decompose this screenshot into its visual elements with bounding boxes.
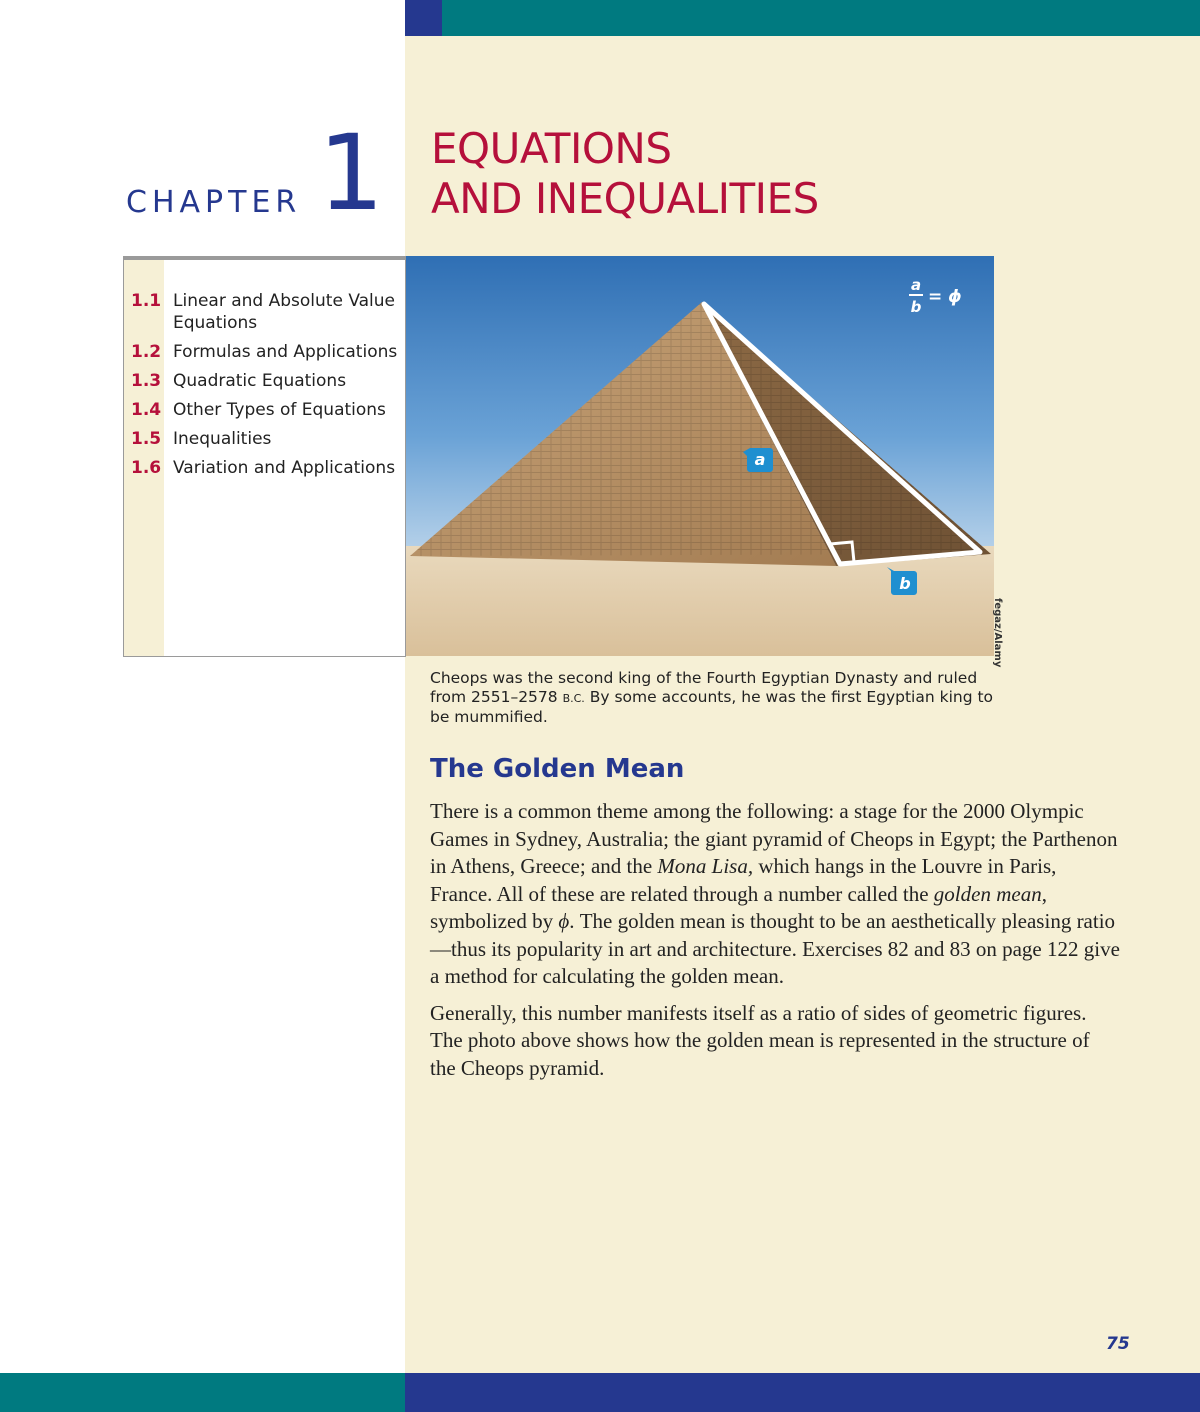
pyramid-photo [406, 256, 994, 656]
caption-part1: Cheops was the second king of the Fourth Egyptian Dynasty and ruled from 2551–2578 [430, 669, 978, 706]
toc-item-1-1[interactable] [131, 290, 403, 334]
photo-caption [430, 669, 1000, 727]
toc-list [131, 290, 403, 486]
top-bar-teal [442, 0, 1200, 36]
toc-item-1-5[interactable] [131, 428, 403, 450]
bottom-bar-blue [405, 1373, 1200, 1412]
caption-bc: B.C. [562, 692, 585, 705]
toc-number: 1.5 [131, 429, 162, 449]
paragraph-2: Generally, this number manifests itself as a ratio of sides of geometric figures. The photo above shows how the golden mean is represented in the structure of the Cheops pyramid. [430, 1000, 1090, 1080]
page-number: 75 [1106, 1334, 1130, 1354]
toc-number: 1.6 [131, 458, 162, 478]
label-a-marker [743, 448, 773, 472]
label-b-marker [887, 567, 917, 595]
chapter-label: CHAPTER [126, 185, 302, 220]
toc-title: Other Types of Equations [173, 400, 386, 420]
toc-item-1-4[interactable] [131, 399, 403, 421]
chapter-title [431, 124, 819, 224]
body-text [430, 798, 1120, 1091]
toc-number: 1.3 [131, 371, 162, 391]
toc-title: Formulas and Applications [173, 342, 398, 362]
formula-numerator: a [910, 276, 922, 294]
p1-golden-mean: golden mean [933, 881, 1042, 906]
toc-title: Variation and Applications [173, 458, 396, 478]
bottom-bar-teal [0, 1373, 405, 1412]
formula-rhs: = ϕ [928, 287, 962, 307]
p1-phi-symbol: ϕ [558, 909, 570, 933]
label-a: a [754, 450, 766, 469]
p1-text-c: , symbolized by [430, 881, 1047, 933]
paragraph-1 [430, 798, 1120, 991]
p1-mona-lisa: Mona Lisa, [657, 854, 754, 878]
toc-title: Inequalities [173, 429, 272, 449]
photo-credit: fegaz/Alamy [992, 598, 1003, 668]
toc-title: Linear and Absolute Value Equations [173, 291, 396, 333]
caption-part2: By some accounts, he was the first Egyptian king to be mummified. [430, 688, 994, 726]
table-of-contents [123, 256, 406, 657]
chapter-number: 1 [318, 112, 385, 234]
formula-denominator: b [910, 298, 922, 316]
top-bar-blue [405, 0, 442, 36]
toc-number: 1.1 [131, 291, 162, 311]
toc-item-1-3[interactable] [131, 370, 403, 392]
section-heading: The Golden Mean [430, 754, 685, 784]
p1-text-d: . The golden mean is thought to be an aesthetically pleasing ratio—thus its popularity in art and architecture. Exercises 82 and 83 on page 122 give a method for calculating the golden mean. [430, 909, 1120, 988]
toc-number: 1.4 [131, 400, 162, 420]
toc-item-1-6[interactable] [131, 457, 403, 479]
chapter-title-line2: AND INEQUALITIES [431, 174, 819, 223]
p1-text-a: There is a common theme among the following: a stage for the 2000 Olympic Games in Sydney, Australia; the giant pyramid of Cheops in Egypt; the Parthenon in Athens, Greece; and the [430, 799, 1118, 878]
label-b: b [899, 574, 911, 593]
chapter-title-line1: EQUATIONS [431, 124, 672, 173]
toc-number: 1.2 [131, 342, 162, 362]
toc-item-1-2[interactable] [131, 341, 403, 363]
p1-text-b: which hangs in the Louvre in Paris, France. All of these are related through a number called the [430, 854, 1057, 906]
toc-title: Quadratic Equations [173, 371, 347, 391]
